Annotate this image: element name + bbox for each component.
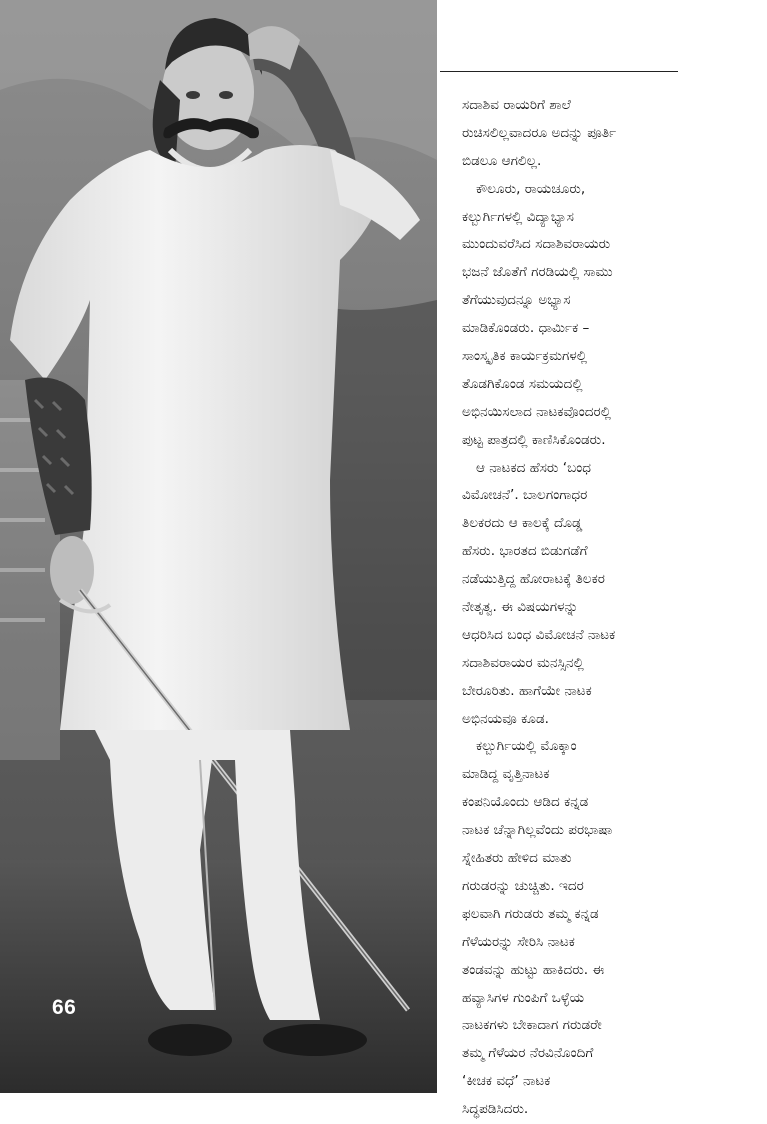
article-line: ಕೌಲೂರು, ರಾಯಚೂರು,: [476, 180, 586, 197]
header-rule: [440, 71, 678, 72]
article-line: ನೇತೃತ್ವ. ಈ ವಿಷಯಗಳನ್ನು: [462, 599, 579, 616]
article-line: ಸದಾಶಿವ ರಾಯರಿಗೆ ಶಾಲೆ: [462, 97, 571, 113]
article-line: ಮಾಡಿಕೊಂಡರು. ಧಾರ್ಮಿಕ –: [462, 320, 590, 337]
article-line: ಭಜನೆ ಜೊತೆಗೆ ಗರಡಿಯಲ್ಲಿ ಸಾಮು: [462, 264, 613, 281]
article-line: ಹೆಸರು. ಭಾರತದ ಬಿಡುಗಡೆಗೆ: [462, 543, 588, 560]
article-line: ಮುಂದುವರೆಸಿದ ಸದಾಶಿವರಾಯರು: [462, 236, 611, 253]
article-line: ಗರುಡರನ್ನು ಚುಚ್ಚಿತು. ಇದರ: [462, 877, 584, 894]
article-line: ಕಂಪನಿಯೊಂದು ಆಡಿದ ಕನ್ನಡ: [462, 794, 589, 811]
article-line: ತಂಡವನ್ನು ಹುಟ್ಟು ಹಾಕಿದರು. ಈ: [462, 961, 605, 978]
article-line: ಗೆಳೆಯರನ್ನು ಸೇರಿಸಿ ನಾಟಕ: [462, 933, 575, 950]
article-line: ಬೇರೂರಿತು. ಹಾಗೆಯೇ ನಾಟಕ: [462, 682, 592, 699]
page-number: 66: [52, 996, 77, 1019]
article-line: ‘ಕೀಚಕ ವಧೆ’ ನಾಟಕ: [462, 1073, 551, 1090]
article-line: ಸ್ನೇಹಿತರು ಹೇಳಿದ ಮಾತು: [462, 850, 572, 867]
article-line: ಕಲ್ಬುರ್ಗಿಗಳಲ್ಲಿ ವಿದ್ಯಾಭ್ಯಾಸ: [462, 208, 575, 225]
article-line: ಆಧರಿಸಿದ ಬಂಧ ವಿಮೋಚನೆ ನಾಟಕ: [462, 626, 616, 643]
article-line: ನಾಟಕಗಳು ಬೇಕಾದಾಗ ಗರುಡರೇ: [462, 1017, 602, 1034]
article-line: ತೊಡಗಿಕೊಂಡ ಸಮಯದಲ್ಲಿ: [462, 375, 583, 392]
article-line: ಅಭಿನಯಿಸಲಾದ ನಾಟಕವೊಂದರಲ್ಲಿ: [462, 403, 611, 420]
article-line: ಸಾಂಸ್ಕೃತಿಕ ಕಾರ್ಯಕ್ರಮಗಳಲ್ಲಿ: [462, 348, 588, 365]
article-line: ನಾಟಕ ಚೆನ್ನಾಗಿಲ್ಲವೆಂದು ಪರಭಾಷಾ: [462, 822, 613, 839]
article-line: ಫಲವಾಗಿ ಗರುಡರು ತಮ್ಮ ಕನ್ನಡ: [462, 905, 599, 922]
article-line: ಅಭಿನಯವೂ ಕೂಡ.: [462, 710, 549, 727]
article-line: ನಡೆಯುತ್ತಿದ್ದ ಹೋರಾಟಕ್ಕೆ ತಿಲಕರ: [462, 571, 605, 588]
article-line: ಪುಟ್ಟ ಪಾತ್ರದಲ್ಲಿ ಕಾಣಿಸಿಕೊಂಡರು.: [462, 431, 606, 448]
article-line: ಆ ನಾಟಕದ ಹೆಸರು ‘ಬಂಧ: [476, 459, 592, 476]
article-line: ವಿಮೋಚನೆ’. ಬಾಲಗಂಗಾಧರ: [462, 487, 588, 504]
article-line: ಮಾಡಿದ್ದ ವೃತ್ತಿನಾಟಕ: [462, 766, 550, 783]
article-line: ತಿಲಕರದು ಆ ಕಾಲಕ್ಕೆ ದೊಡ್ಡ: [462, 515, 583, 532]
article-line: ಸದಾಶಿವರಾಯರ ಮನಸ್ಸಿನಲ್ಲಿ: [462, 654, 584, 671]
article-line: ಸಿದ್ಧಪಡಿಸಿದರು.: [462, 1101, 529, 1118]
article-text: [462, 92, 692, 1124]
article-line: ಕಲ್ಬುರ್ಗಿಯಲ್ಲಿ ಮೊಕ್ಕಾಂ: [476, 738, 577, 755]
article-line: ಬಿಡಲೂ ಆಗಲಿಲ್ಲ.: [462, 152, 542, 169]
article-line: ರುಚಿಸಲಿಲ್ಲವಾದರೂ ಅದನ್ನು ಪೂರ್ತಿ: [462, 124, 617, 141]
article-line: ಹವ್ಯಾಸಿಗಳ ಗುಂಪಿಗೆ ಒಳ್ಳೆಯ: [462, 989, 585, 1006]
article-line: ತೆಗೆಯುವುದನ್ನೂ ಅಭ್ಯಾಸ: [462, 292, 571, 309]
article-line: ತಮ್ಮ ಗೆಳೆಯರ ನೆರವಿನೊಂದಿಗೆ: [462, 1045, 594, 1062]
